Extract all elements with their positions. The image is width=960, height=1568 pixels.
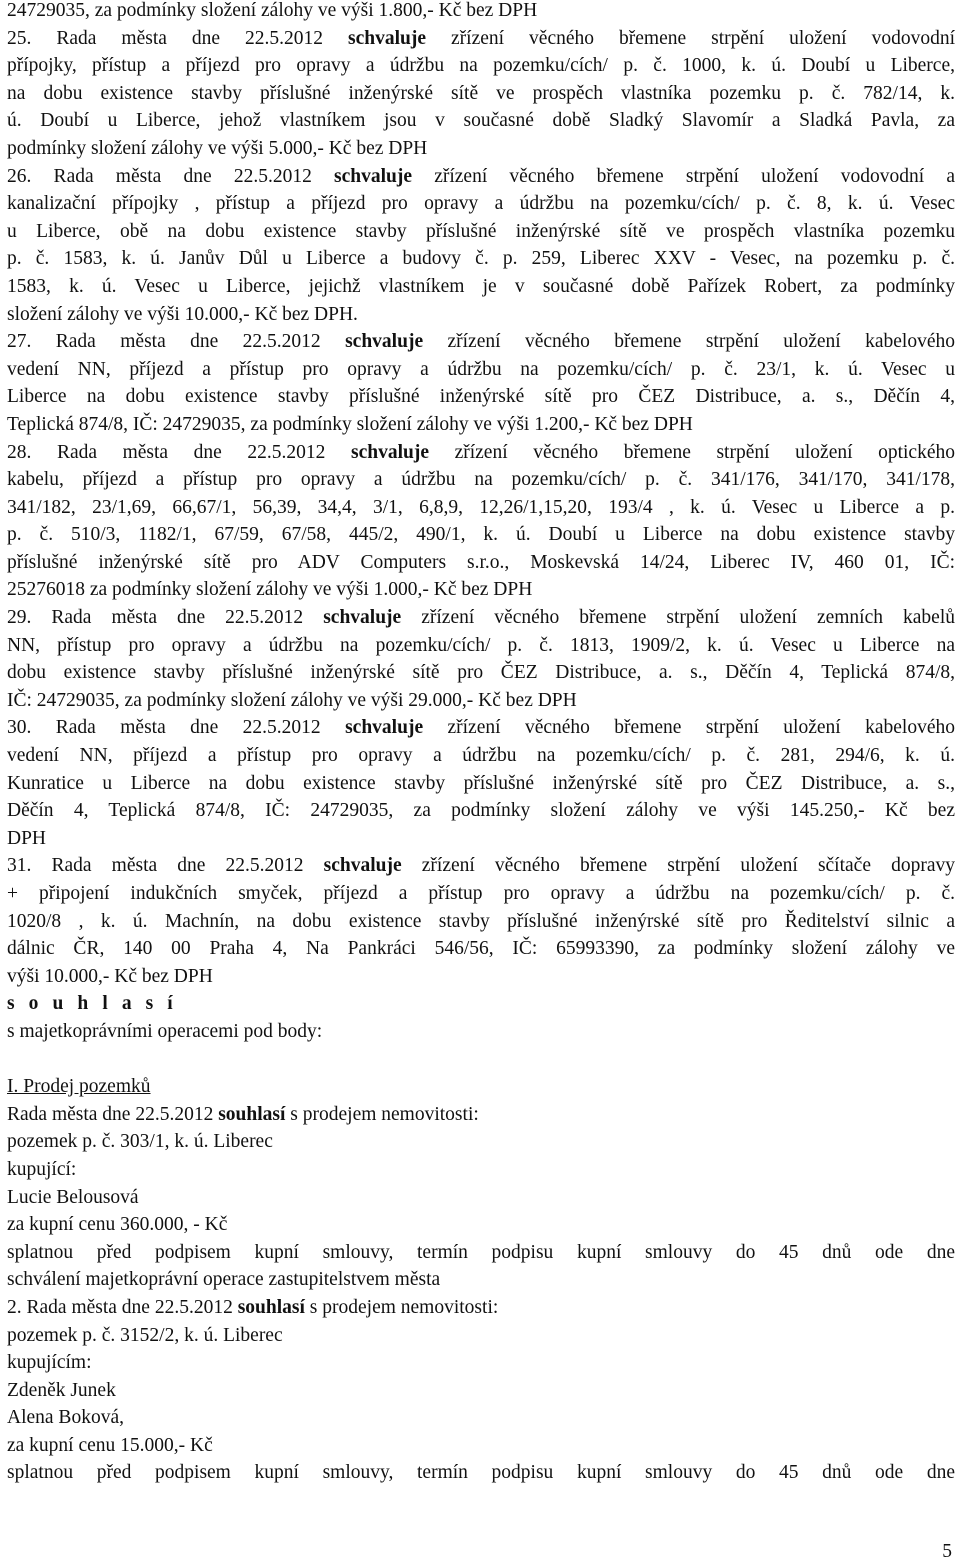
page-number: 5 [942,1541,952,1563]
bold-term: schvaluje [323,607,402,629]
text-line: dálnic ČR, 140 00 Praha 4, Na Pankráci 546/56, IČ: 65993390, za podmínky složení zálohy ve [7,938,955,960]
bold-term: schvaluje [345,717,424,739]
text-line: na dobu existence stavby příslušné inženýrské sítě ve prospěch vlastníka pozemku p. č. 782/14, k. [7,82,955,104]
text-line: IČ: 24729035, za podmínky složení zálohy ve výši 29.000,- Kč bez DPH [7,689,577,711]
text-line: příslušné inženýrské sítě pro ADV Computers s.r.o., Moskevská 14/24, Liberec IV, 460 01, IČ: [7,551,955,573]
text-line: podmínky složení zálohy ve výši 5.000,- Kč bez DPH [7,137,428,159]
text-line: přípojky, přístup a příjezd pro opravy a údržbu na pozemku/cích/ p. č. 1000, k. ú. Doubí u Liberce, [7,55,955,77]
text-line: vedení NN, příjezd a přístup pro opravy a údržbu na pozemku/cích/ p. č. 281, 294/6, k. ú. [7,745,955,767]
text-line [7,990,955,1018]
bold-term: souhlasí [218,1103,286,1125]
text-line: Zdeněk Junek [7,1379,116,1401]
spaced-heading: s o u h l a s í [7,993,178,1015]
text-line: 28. Rada města dne 22.5.2012 schvaluje zřízení věcného břemene strpění uložení optického [7,441,955,463]
text-line: Děčín 4, Teplická 874/8, IČ: 24729035, za podmínky složení zálohy ve výši 145.250,- Kč bez [7,800,955,822]
text-line: pozemek p. č. 3152/2, k. ú. Liberec [7,1324,283,1346]
bold-term: schvaluje [334,165,413,187]
text-line: výši 10.000,- Kč bez DPH [7,965,213,987]
bold-term: schvaluje [351,441,429,463]
text-line: složení zálohy ve výši 10.000,- Kč bez DPH. [7,303,358,325]
text-line: Liberce na dobu existence stavby příslušné inženýrské sítě pro ČEZ Distribuce, a. s., Děčín 4, [7,386,955,408]
text-line: splatnou před podpisem kupní smlouvy, termín podpisu kupní smlouvy do 45 dnů ode dne [7,1462,955,1484]
text-line: kupujícím: [7,1352,92,1374]
text-line: Teplická 874/8, IČ: 24729035, za podmínky složení zálohy ve výši 1.200,- Kč bez DPH [7,413,693,435]
text-line: ú. Doubí u Liberce, jehož vlastníkem jsou v současné době Sladký Slavomír a Sladká Pavla, za [7,110,955,132]
text-line: 31. Rada města dne 22.5.2012 schvaluje zřízení věcného břemene strpění uložení sčítače dopravy [7,855,955,877]
text-line: kanalizační přípojky , přístup a příjezd pro opravy a údržbu na pozemku/cích/ p. č. 8, k. ú. Vesec [7,193,955,215]
bold-term: schvaluje [345,331,424,353]
text-line: 29. Rada města dne 22.5.2012 schvaluje zřízení věcného břemene strpění uložení zemních kabelů [7,607,955,629]
text-line: 1020/8 , k. ú. Machnín, na dobu existence stavby příslušné inženýrské sítě pro Ředitelství silnic a [7,910,955,932]
underlined-heading: I. Prodej pozemků [7,1076,151,1098]
text-line: Kunratice u Liberce na dobu existence stavby příslušné inženýrské sítě pro ČEZ Distribuce, a. s., [7,772,955,794]
text-line: + připojení indukčních smyček, příjezd a přístup pro opravy a údržbu na pozemku/cích/ p. č. [7,883,955,904]
text-line: 24729035, za podmínky složení zálohy ve výši 1.800,- Kč bez DPH [7,0,538,21]
bold-term: schvaluje [323,855,402,877]
text-line: s majetkoprávními operacemi pod body: [7,1020,323,1042]
text-line: schválení majetkoprávní operace zastupitelstvem města [7,1269,441,1291]
text-line: 30. Rada města dne 22.5.2012 schvaluje zřízení věcného břemene strpění uložení kabelového [7,717,955,739]
document-text [7,0,955,1487]
text-line: 27. Rada města dne 22.5.2012 schvaluje zřízení věcného břemene strpění uložení kabelového [7,331,955,353]
text-line: p. č. 1583, k. ú. Janův Důl u Liberce a budovy č. p. 259, Liberec XXV - Vesec, na pozemku p. č. [7,248,955,270]
text-line: NN, přístup pro opravy a údržbu na pozemku/cích/ p. č. 1813, 1909/2, k. ú. Vesec u Liberce na [7,634,955,656]
text-line: p. č. 510/3, 1182/1, 67/59, 67/58, 445/2, 490/1, k. ú. Doubí u Liberce na dobu existence stavby [7,524,955,546]
text-line: 341/182, 23/1,69, 66,67/1, 56,39, 34,4, 3/1, 6,8,9, 12,26/1,15,20, 193/4 , k. ú. Vesec u Liberce a p. [7,496,955,518]
text-line: 25276018 za podmínky složení zálohy ve výši 1.000,- Kč bez DPH [7,579,533,601]
text-line: DPH [7,827,47,849]
text-line: kupující: [7,1158,77,1180]
text-line: 26. Rada města dne 22.5.2012 schvaluje zřízení věcného břemene strpění uložení vodovodní a [7,165,955,187]
text-line: dobu existence stavby příslušné inženýrské sítě pro ČEZ Distribuce, a. s., Děčín 4, Teplická 874/8, [7,662,955,684]
text-line: Lucie Belousová [7,1186,139,1208]
text-line: splatnou před podpisem kupní smlouvy, termín podpisu kupní smlouvy do 45 dnů ode dne [7,1241,955,1263]
text-line: Alena Boková, [7,1407,124,1429]
text-line [7,1046,955,1074]
document-page [7,0,955,1487]
text-line [7,1073,955,1101]
text-line: u Liberce, obě na dobu existence stavby příslušné inženýrské sítě ve prospěch vlastníka pozemku [7,220,955,242]
text-line: Rada města dne 22.5.2012 souhlasí s prodejem nemovitosti: [7,1103,479,1125]
text-line: za kupní cenu 360.000, - Kč [7,1214,228,1236]
text-line: 2. Rada města dne 22.5.2012 souhlasí s prodejem nemovitosti: [7,1296,499,1318]
bold-term: souhlasí [237,1296,305,1318]
text-line: pozemek p. č. 303/1, k. ú. Liberec [7,1131,273,1153]
bold-term: schvaluje [348,27,427,49]
text-line: 25. Rada města dne 22.5.2012 schvaluje zřízení věcného břemene strpění uložení vodovodní [7,27,955,49]
text-line: za kupní cenu 15.000,- Kč [7,1434,213,1456]
text-line: kabelu, příjezd a přístup pro opravy a údržbu na pozemku/cích/ p. č. 341/176, 341/170, 341/178, [7,469,955,491]
text-line: vedení NN, příjezd a přístup pro opravy a údržbu na pozemku/cích/ p. č. 23/1, k. ú. Vesec u [7,358,955,380]
text-line: 1583, k. ú. Vesec u Liberce, jejichž vlastníkem je v současné době Pařízek Robert, za podmínky [7,275,955,297]
